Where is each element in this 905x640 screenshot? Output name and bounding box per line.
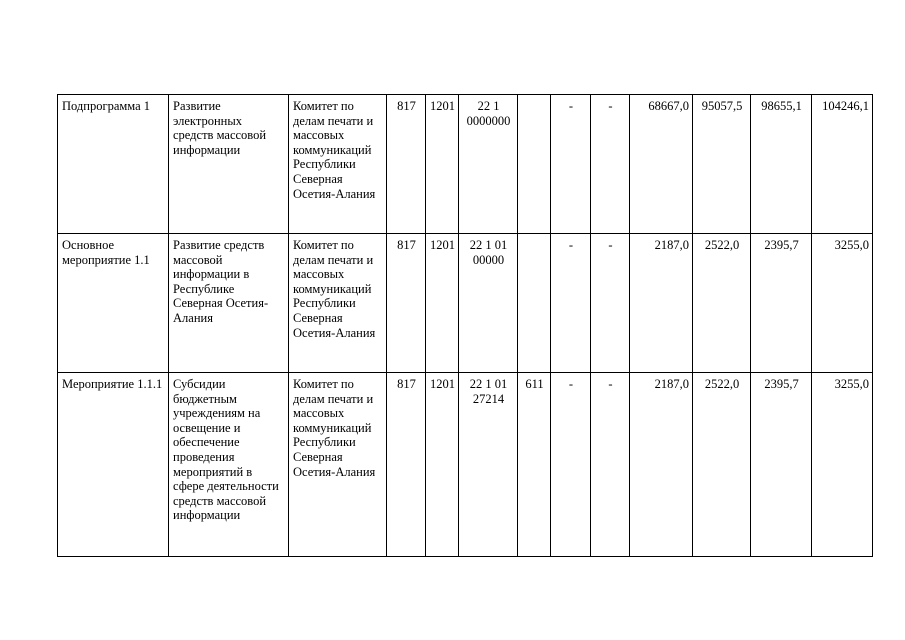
cell-value-1: 2187,0 [630, 373, 693, 557]
cell-rzpr: 1201 [426, 373, 459, 557]
cell-executor: Комитет по делам печати и массовых коммуникаций Республики Северная Осетия-Алания [289, 234, 387, 373]
cell-value-3: 98655,1 [751, 95, 812, 234]
cell-col7: - [551, 234, 591, 373]
cell-executor: Комитет по делам печати и массовых коммуникаций Республики Северная Осетия-Алания [289, 95, 387, 234]
table-row [58, 373, 873, 557]
cell-rzpr: 1201 [426, 95, 459, 234]
cell-executor: Комитет по делам печати и массовых коммуникаций Республики Северная Осетия-Алания [289, 373, 387, 557]
cell-name: Подпрограмма 1 [58, 95, 169, 234]
cell-vr [518, 95, 551, 234]
cell-name: Основное мероприятие 1.1 [58, 234, 169, 373]
cell-value-2: 95057,5 [693, 95, 751, 234]
cell-csr: 22 1 0000000 [459, 95, 518, 234]
cell-col8: - [591, 95, 630, 234]
cell-name: Мероприятие 1.1.1 [58, 373, 169, 557]
cell-col7: - [551, 373, 591, 557]
cell-col8: - [591, 373, 630, 557]
cell-value-4: 3255,0 [812, 234, 873, 373]
cell-value-3: 2395,7 [751, 373, 812, 557]
cell-vr [518, 234, 551, 373]
cell-description: Развитие средств массовой информации в Республике Северная Осетия-Алания [169, 234, 289, 373]
cell-description: Развитие электронных средств массовой информации [169, 95, 289, 234]
program-table [57, 94, 873, 557]
cell-value-2: 2522,0 [693, 373, 751, 557]
cell-value-4: 3255,0 [812, 373, 873, 557]
cell-vr: 611 [518, 373, 551, 557]
cell-csr: 22 1 01 27214 [459, 373, 518, 557]
table-row [58, 234, 873, 373]
cell-value-1: 68667,0 [630, 95, 693, 234]
cell-col7: - [551, 95, 591, 234]
table-row [58, 95, 873, 234]
cell-grbs: 817 [387, 95, 426, 234]
cell-rzpr: 1201 [426, 234, 459, 373]
cell-grbs: 817 [387, 373, 426, 557]
cell-value-3: 2395,7 [751, 234, 812, 373]
cell-description: Субсидии бюджетным учреждениям на освещение и обеспечение проведения мероприятий в сфере деятельности средств массовой информации [169, 373, 289, 557]
cell-value-4: 104246,1 [812, 95, 873, 234]
cell-col8: - [591, 234, 630, 373]
cell-grbs: 817 [387, 234, 426, 373]
cell-csr: 22 1 01 00000 [459, 234, 518, 373]
cell-value-2: 2522,0 [693, 234, 751, 373]
cell-value-1: 2187,0 [630, 234, 693, 373]
